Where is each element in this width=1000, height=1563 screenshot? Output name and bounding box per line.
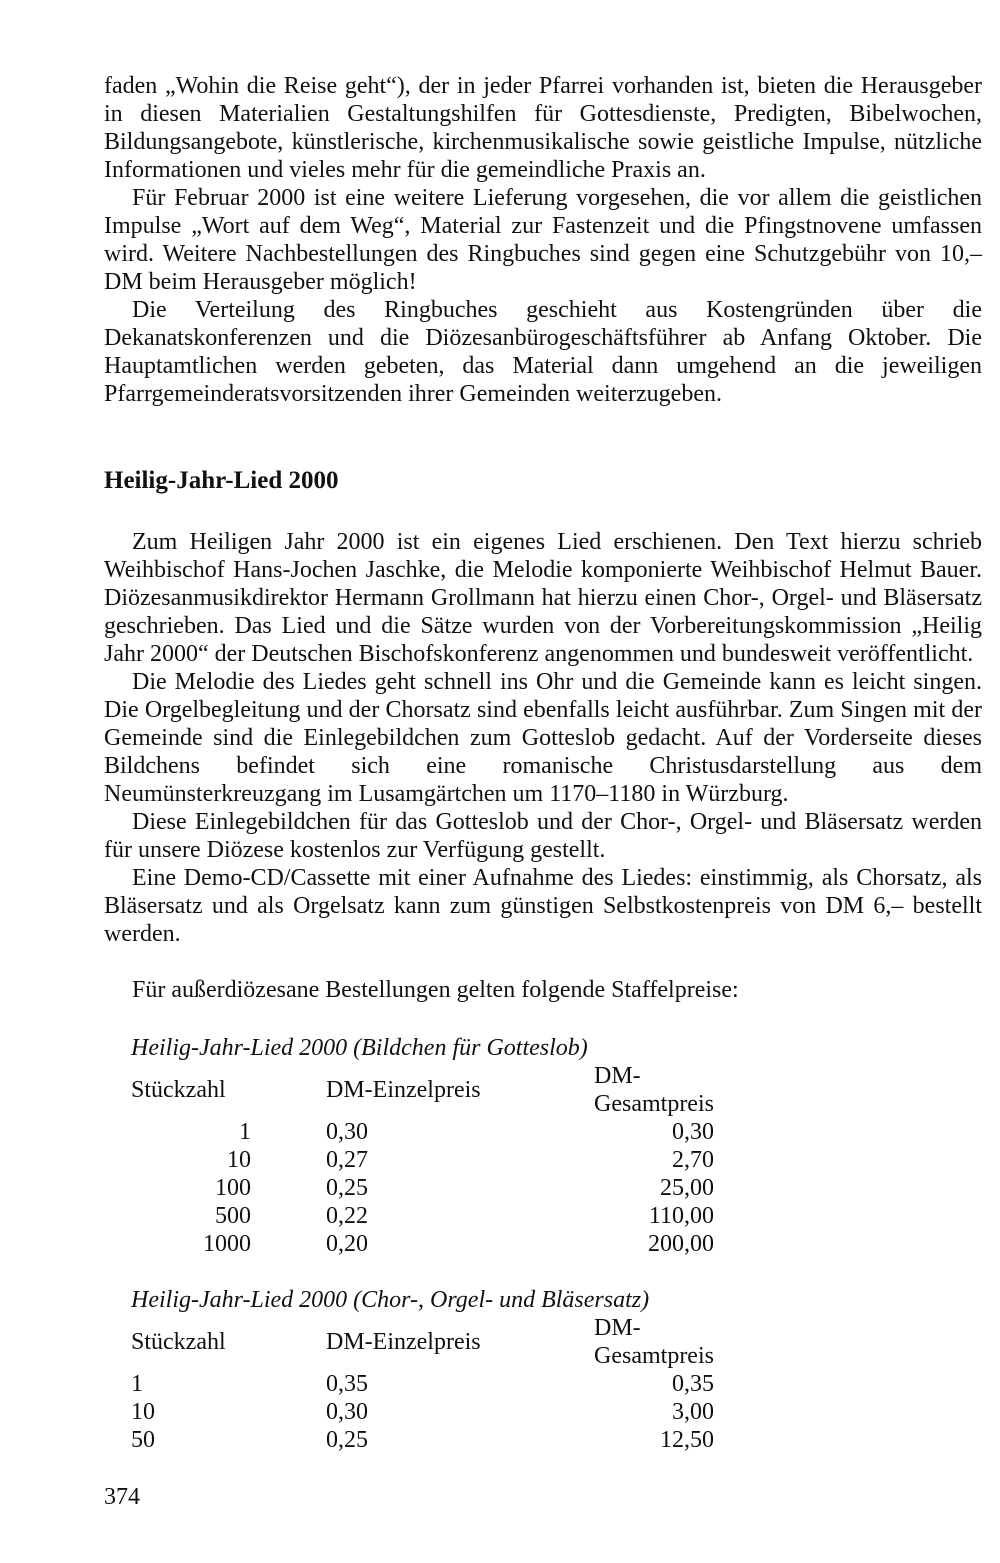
paragraph: Die Verteilung des Ringbuches geschieht aus Kostengründen über die Dekanatskonferenzen und die Diözesanbürogeschäftsführer ab Anfang Oktober. Die Hauptamtlichen werden gebeten, das Material dann umgehend an die jeweiligen Pfarrgemeinderatsvorsitzenden ihrer Gemeinden weiterzugeben. [104, 297, 982, 407]
unit-price-cell: 0,25 [326, 1427, 368, 1453]
table-row [131, 1146, 714, 1174]
paragraph: Die Melodie des Liedes geht schnell ins Ohr und die Gemeinde kann es leicht singen. Die Orgelbegleitung und der Chorsatz sind ebenfalls leicht ausführbar. Zum Singen mit der Gemeinde sind die Einlegebildchen zum Gotteslob gedacht. Auf der Vorderseite dieses Bildchens befindet sich eine romanische Christusdarstellung aus dem Neumünsterkreuzgang im Lusamgärtchen um 1170–1180 in Würzburg. [104, 669, 982, 807]
column-header: DM-Einzelpreis [326, 1329, 481, 1355]
table-header-row [131, 1314, 714, 1370]
document-page [104, 72, 982, 1454]
table-row [131, 1426, 714, 1454]
table-header-row [131, 1062, 714, 1118]
table-row [131, 1370, 714, 1398]
page-number: 374 [104, 1484, 140, 1510]
paragraph: Diese Einlegebildchen für das Gotteslob und der Chor-, Orgel- und Bläsersatz werden für unsere Diözese kostenlos zur Verfügung gestellt. [104, 809, 982, 863]
quantity-cell: 50 [131, 1427, 155, 1453]
unit-price-cell: 0,30 [326, 1399, 368, 1425]
quantity-cell: 500 [215, 1203, 251, 1229]
total-price-cell: 2,70 [671, 1147, 714, 1173]
total-price-cell: 110,00 [648, 1203, 714, 1229]
quantity-cell: 1000 [203, 1231, 251, 1257]
unit-price-cell: 0,30 [326, 1119, 368, 1145]
unit-price-cell: 0,35 [326, 1371, 368, 1397]
quantity-cell: 1 [239, 1119, 251, 1145]
total-price-cell: 25,00 [659, 1175, 714, 1201]
table-row [131, 1398, 714, 1426]
column-header: Stückzahl [131, 1077, 226, 1103]
price-table-title: Heilig-Jahr-Lied 2000 (Bildchen für Gotteslob) [131, 1035, 588, 1061]
paragraph: Für Februar 2000 ist eine weitere Lieferung vorgesehen, die vor allem die geistlichen Impulse „Wort auf dem Weg“, Material zur Fastenzeit und die Pfingstnovene umfassen wird. Weitere Nachbestellungen des Ringbuches sind gegen eine Schutzgebühr von 10,– DM beim Herausgeber möglich! [104, 185, 982, 295]
paragraph: faden „Wohin die Reise geht“), der in jeder Pfarrei vorhanden ist, bieten die Herausgeber in diesen Materialien Gestaltungshilfen für Gottesdienste, Predigten, Bibelwochen, Bildungsangebote, künstlerische, kirchenmusikalische sowie geistliche Impulse, nützliche Informationen und vieles mehr für die gemeindliche Praxis an. [104, 73, 982, 183]
column-header: DM-Gesamtpreis [594, 1063, 714, 1117]
total-price-cell: 12,50 [659, 1427, 714, 1453]
column-header: DM-Gesamtpreis [594, 1315, 714, 1369]
total-price-cell: 0,30 [671, 1119, 714, 1145]
price-table [131, 1062, 714, 1258]
column-header: Stückzahl [131, 1329, 226, 1355]
table-row [131, 1202, 714, 1230]
quantity-cell: 1 [131, 1371, 143, 1397]
quantity-cell: 100 [215, 1175, 251, 1201]
table-row [131, 1230, 714, 1258]
quantity-cell: 10 [227, 1147, 251, 1173]
total-price-cell: 3,00 [671, 1399, 714, 1425]
price-table-title: Heilig-Jahr-Lied 2000 (Chor-, Orgel- und Bläsersatz) [131, 1287, 650, 1313]
prices-intro: Für außerdiözesane Bestellungen gelten folgende Staffelpreise: [132, 977, 739, 1003]
table-row [131, 1174, 714, 1202]
paragraph: Eine Demo-CD/Cassette mit einer Aufnahme des Liedes: einstimmig, als Chorsatz, als Bläsersatz und als Orgelsatz kann zum günstigen Selbstkostenpreis von DM 6,– bestellt werden. [104, 865, 982, 947]
unit-price-cell: 0,27 [326, 1147, 368, 1173]
unit-price-cell: 0,20 [326, 1231, 368, 1257]
section-heading: Heilig-Jahr-Lied 2000 [104, 467, 339, 494]
unit-price-cell: 0,22 [326, 1203, 368, 1229]
total-price-cell: 200,00 [647, 1231, 714, 1257]
paragraph: Zum Heiligen Jahr 2000 ist ein eigenes Lied erschienen. Den Text hierzu schrieb Weihbischof Hans-Jochen Jaschke, die Melodie komponierte Weihbischof Helmut Bauer. Diözesanmusikdirektor Hermann Grollmann hat hierzu einen Chor-, Orgel- und Bläsersatz geschrieben. Das Lied und die Sätze wurden von der Vorbereitungskommission „Heilig Jahr 2000“ der Deutschen Bischofskonferenz angenommen und bundesweit veröffentlicht. [104, 529, 982, 667]
unit-price-cell: 0,25 [326, 1175, 368, 1201]
table-row [131, 1118, 714, 1146]
price-table [131, 1314, 714, 1454]
quantity-cell: 10 [131, 1399, 155, 1425]
column-header: DM-Einzelpreis [326, 1077, 481, 1103]
total-price-cell: 0,35 [671, 1371, 714, 1397]
